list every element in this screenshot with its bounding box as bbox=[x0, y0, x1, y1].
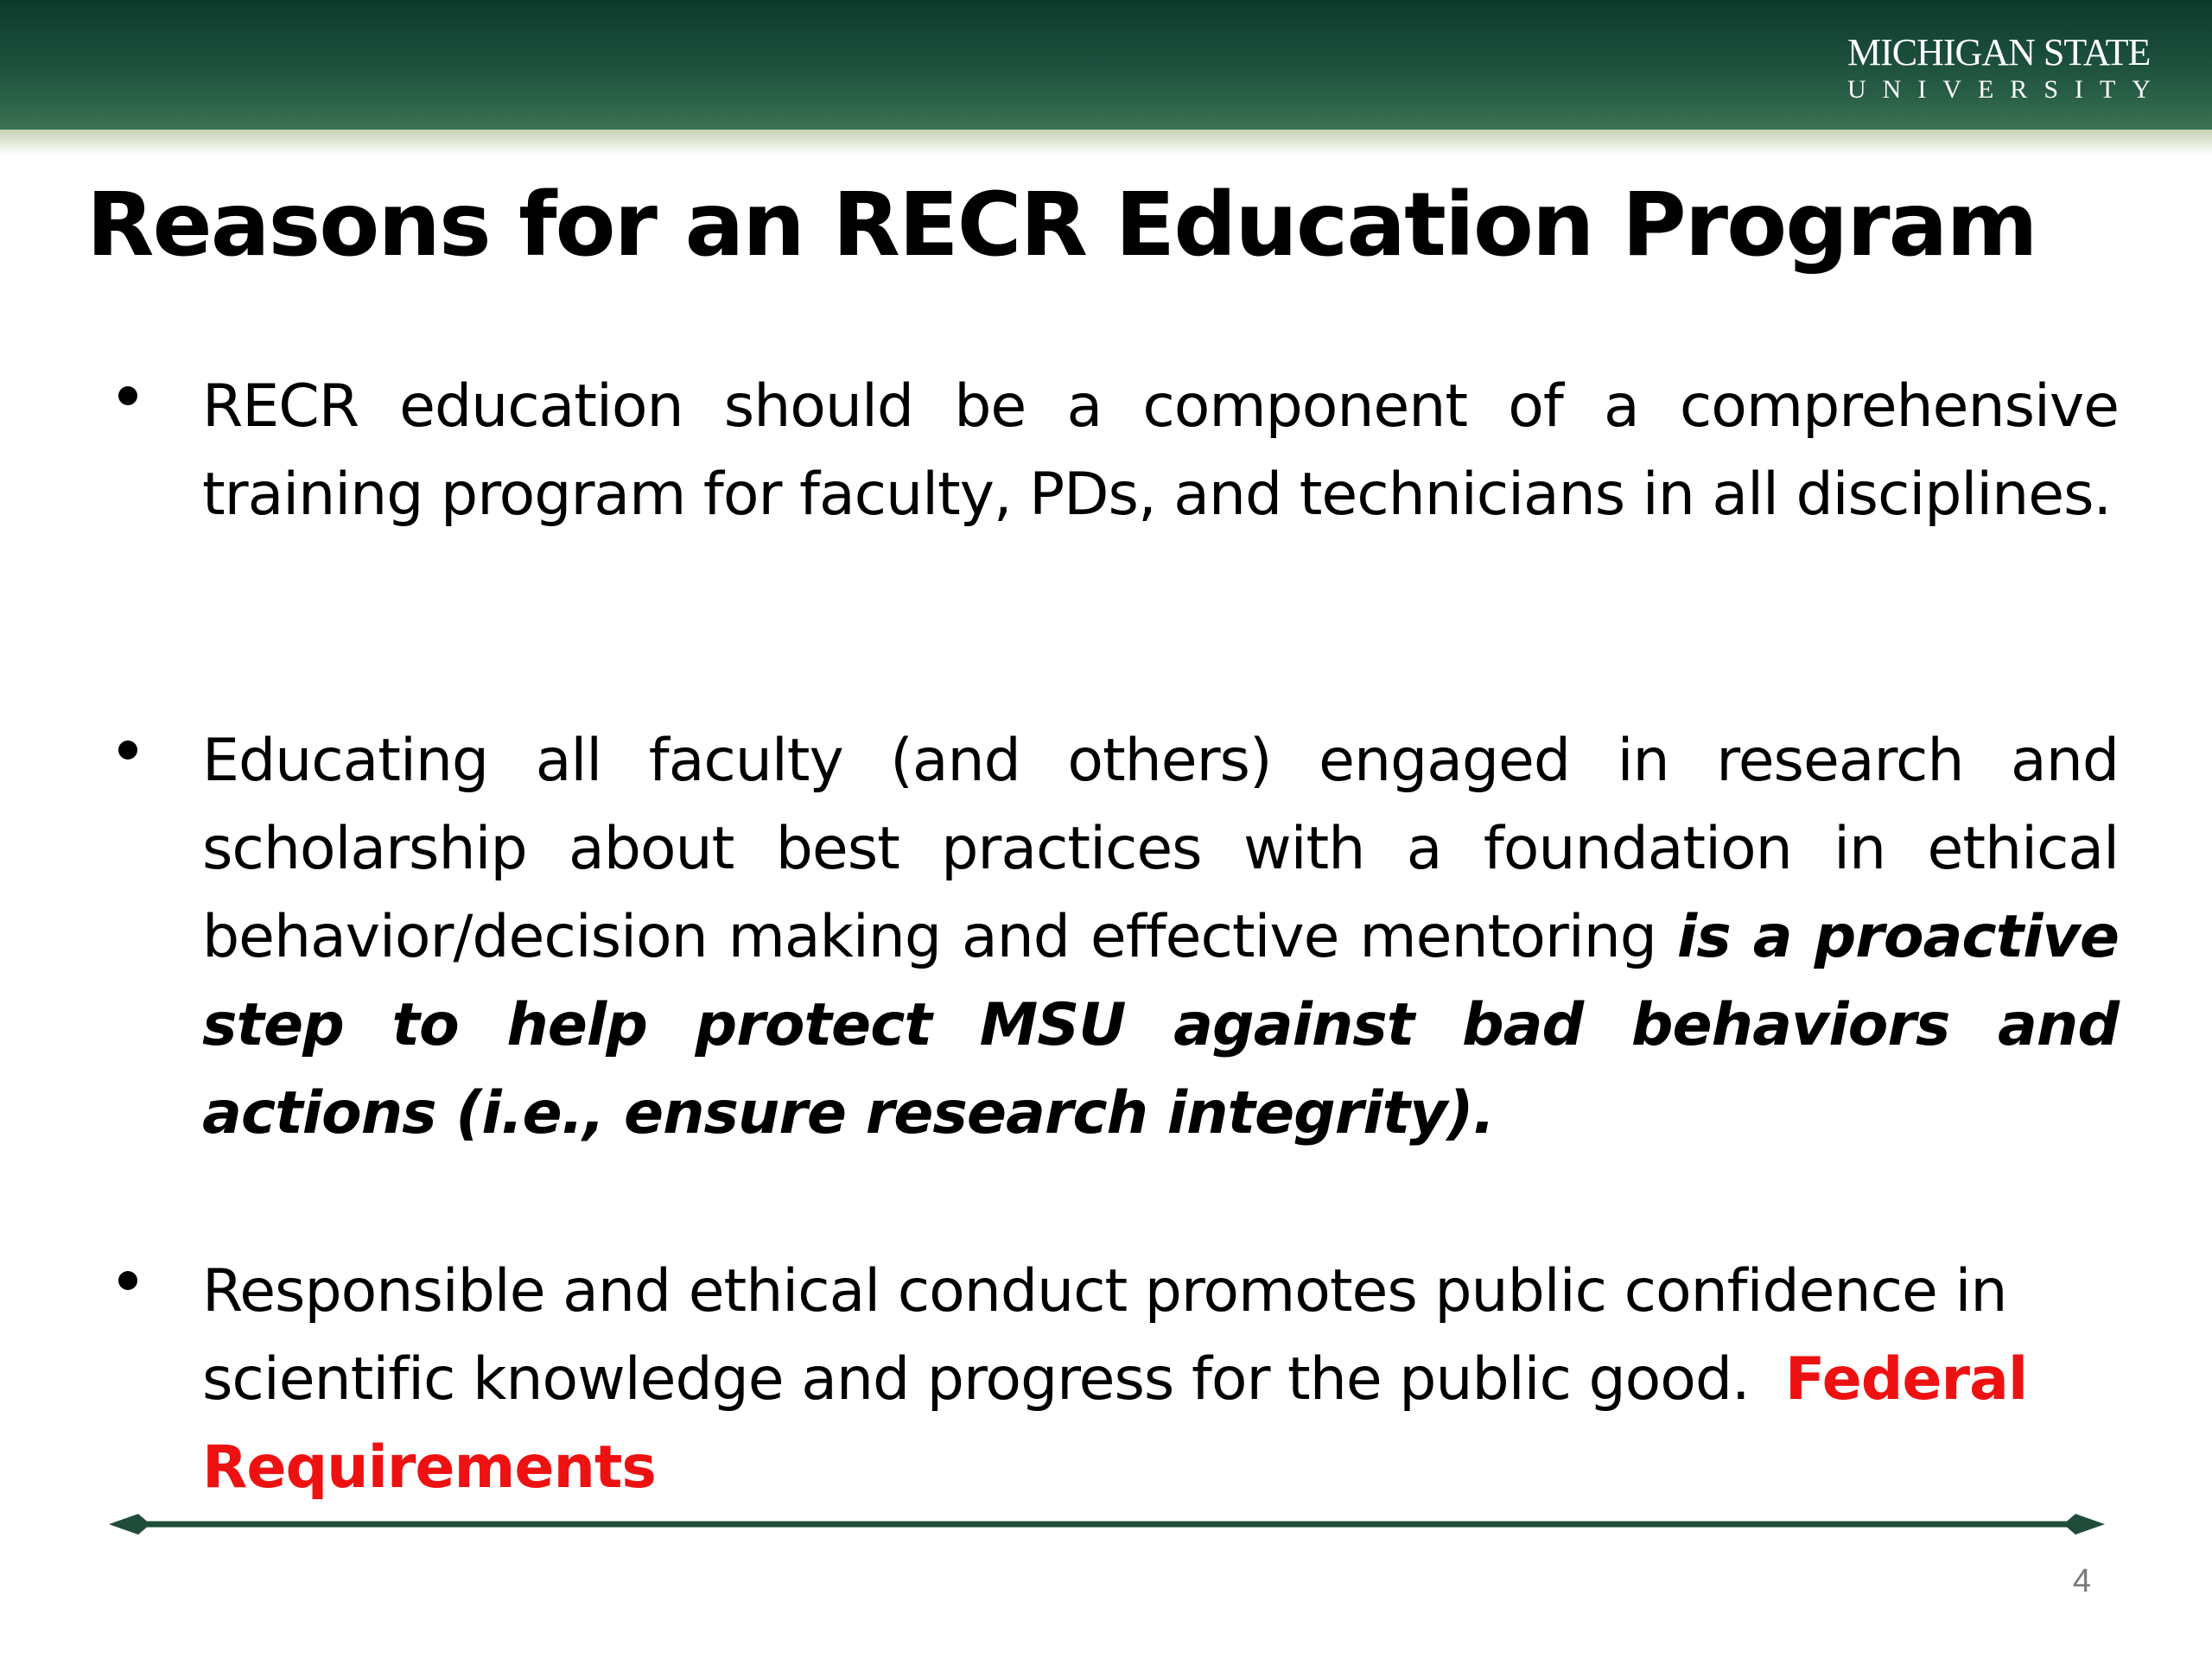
bullet-dot-icon bbox=[118, 741, 137, 760]
divider-line bbox=[109, 1512, 2105, 1536]
page-number: 4 bbox=[2072, 1563, 2091, 1599]
logo-subtitle: UNIVERSITY bbox=[1847, 75, 2167, 104]
bullet-text bbox=[202, 1248, 2119, 1512]
header-band-edge bbox=[0, 130, 2212, 156]
bullet-text bbox=[202, 363, 2119, 539]
bullet-dot-icon bbox=[118, 386, 137, 405]
bullet-body: Responsible and ethical conduct promotes public confidence in scientific knowledge and progress for the public good. bbox=[202, 1257, 2007, 1414]
bullet-emphasis: is a proactive step to help protect MSU against bad behaviors and actions (i.e., ensure research integrity). bbox=[202, 903, 2119, 1147]
bullet-body: RECR education should be a component of a comprehensive training program for faculty, PDs, and technicians in all disciplines. bbox=[202, 372, 2119, 529]
bullet-text bbox=[202, 717, 2119, 1158]
msu-logo bbox=[1847, 31, 2167, 105]
bullet-body: Educating all faculty (and others) engaged in research and scholarship about best practices with a foundation in ethical behavior/decision making and effective mentoring bbox=[202, 727, 2119, 971]
logo-name: MICHIGAN STATE bbox=[1847, 31, 2151, 73]
federal-requirements-label: Federal Requirements bbox=[202, 1345, 2028, 1502]
slide-title: Reasons for an RECR Education Program bbox=[86, 174, 2037, 276]
bullet-dot-icon bbox=[118, 1271, 137, 1290]
